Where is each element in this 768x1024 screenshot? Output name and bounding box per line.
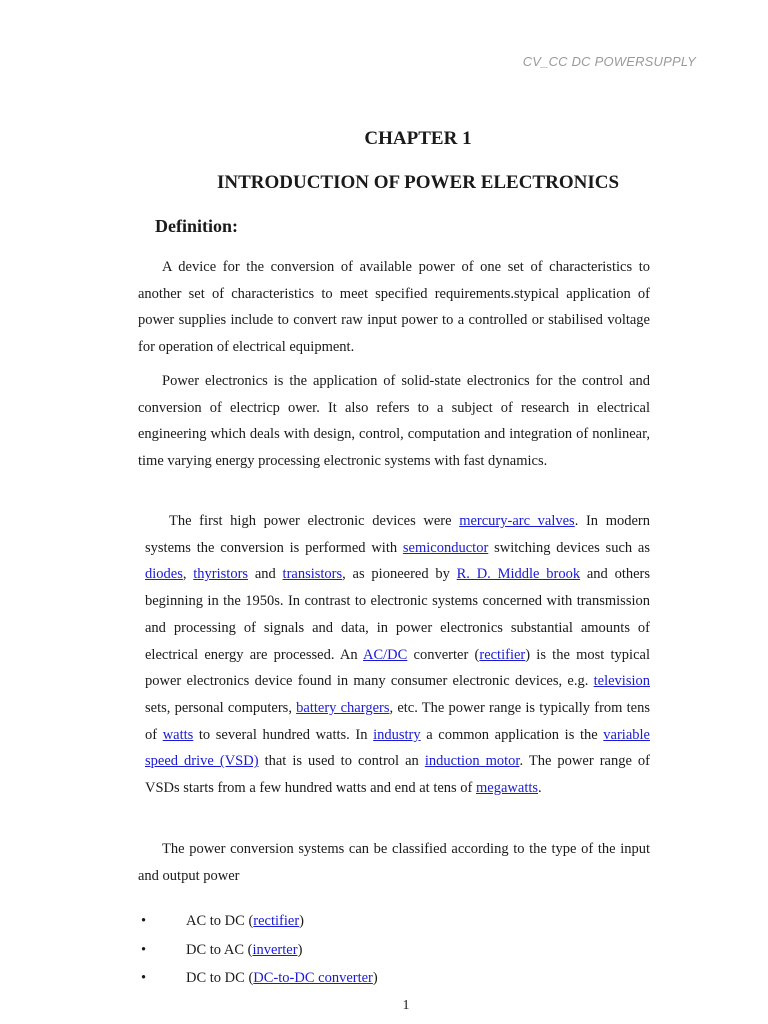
chapter-title: INTRODUCTION OF POWER ELECTRONICS [216, 172, 620, 193]
link-thyristors[interactable]: thyristors [193, 566, 249, 583]
text-segment: . In modern systems the conversion is performed with [145, 513, 650, 556]
link-rectifier[interactable]: rectifier [479, 646, 526, 663]
list-item-text [186, 936, 302, 964]
bullet-icon: • [141, 913, 147, 929]
link-mercury-arc-valves[interactable]: mercury-arc valves [459, 513, 575, 529]
paragraph-history [145, 508, 650, 802]
page-number: 1 [402, 998, 410, 1013]
link-watts[interactable]: watts [162, 726, 194, 743]
text-segment: ) is the most typical power electronics device found in many consumer electronic devices, e.g. [145, 646, 650, 690]
list-item-close: ) [372, 970, 378, 986]
text-segment: . [538, 780, 542, 797]
link-variable-speed-drive[interactable]: variable speed drive (VSD) [145, 726, 650, 770]
list-item-label: DC to DC ( [186, 970, 254, 986]
text-segment: to several hundred watts. In [193, 726, 374, 743]
list-item-close: ) [297, 941, 303, 958]
bullet-icon: • [141, 941, 147, 958]
list-item-text [186, 907, 304, 935]
link-induction-motor[interactable]: induction motor [424, 753, 520, 770]
link-dc-to-dc-converter[interactable]: DC-to-DC converter [253, 970, 373, 986]
list-item-text [186, 964, 378, 992]
text-segment: , as pioneered by [342, 566, 457, 583]
link-semiconductor[interactable]: semiconductor [402, 539, 489, 556]
list-item-close: ) [299, 913, 305, 929]
text-segment: and others beginning in the 1950s. In contrast to electronic systems concerned with transmission and processing of signals and data, in power electronics substantial amounts of electrical energy are processed. An [145, 566, 651, 663]
text-segment: that is used to control an [258, 753, 425, 770]
text-segment: , [182, 566, 194, 583]
link-inverter[interactable]: inverter [252, 941, 298, 958]
text-segment: , etc. The power range is typically from tens of [145, 699, 650, 743]
running-header: CV_CC DC POWERSUPPLY [522, 54, 696, 69]
link-transistors[interactable]: transistors [282, 566, 343, 583]
paragraph-definition: A device for the conversion of available power of one set of characteristics to another set of characteristics to meet specified requirements.stypical application of power supplies include to convert raw input power to a controlled or stabilised voltage for operation of electrical equipment. [138, 259, 650, 356]
link-diodes[interactable]: diodes [145, 566, 183, 583]
text-segment: and [248, 566, 283, 583]
chapter-number: CHAPTER 1 [364, 128, 472, 149]
list-item-label: DC to AC ( [186, 941, 253, 958]
link-middlebrook[interactable]: R. D. Middle brook [456, 566, 581, 583]
definition-heading: Definition: [155, 216, 238, 236]
link-megawatts[interactable]: megawatts [476, 780, 539, 797]
text-segment: a common application is the [420, 726, 604, 743]
bullet-icon: • [141, 970, 147, 986]
text-segment: . The power range of VSDs starts from a few hundred watts and end at tens of [145, 753, 651, 797]
link-television[interactable]: television [593, 673, 650, 690]
text-segment: The first high power electronic devices were [169, 513, 460, 529]
link-industry[interactable]: industry [373, 726, 421, 743]
paragraph-classification: The power conversion systems can be classified according to the type of the input and output power [138, 841, 650, 884]
text-segment: converter ( [407, 646, 480, 663]
text-segment: switching devices such as [488, 539, 651, 556]
link-battery-chargers[interactable]: battery chargers [296, 699, 390, 716]
list-item-label: AC to DC ( [186, 913, 254, 929]
text-segment: sets, personal computers, [145, 699, 297, 716]
link-rectifier-list[interactable]: rectifier [253, 913, 300, 929]
paragraph-power-electronics: Power electronics is the application of solid-state electronics for the control and conversion of electricp ower. It also refers to a subject of research in electrical engineering which deals with design, control, computation and integration of nonlinear, time varying energy processing electronic systems with fast dynamics. [138, 373, 650, 470]
link-ac-dc[interactable]: AC/DC [363, 646, 408, 663]
